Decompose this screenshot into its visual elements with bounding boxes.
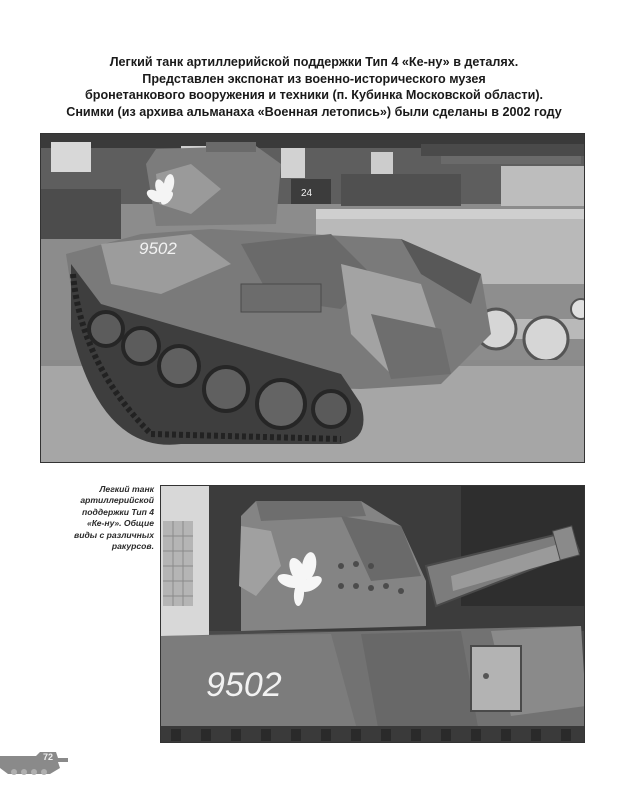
background-vehicle-number: 24 <box>301 188 313 199</box>
page-title <box>24 54 604 120</box>
page-number: 72 <box>43 752 54 762</box>
title-line-1: Легкий танк артиллерийской поддержки Тип 4 «Ке-ну» в деталях. <box>109 55 519 69</box>
tank-turret-closeup-photo <box>160 485 585 743</box>
caption-line-6: ракурсов. <box>111 541 154 552</box>
title-line-4: Снимки (из архива альманаха «Военная летопись») были сделаны в 2002 году <box>66 104 562 119</box>
title-line-3: бронетанкового вооружения и техники (п. Кубинка Московской области). <box>84 88 544 102</box>
tank-turret-closeup-illustration <box>161 486 585 743</box>
caption-line-4: «Ке-ну». Общие <box>87 518 154 529</box>
tank-side-view-photo <box>40 133 585 463</box>
bottom-photo-hull-number: 9502 <box>206 666 282 704</box>
photo-caption <box>42 484 154 552</box>
title-line-2: Представлен экспонат из военно-исторического музея <box>142 71 486 86</box>
caption-line-3: поддержки Тип 4 <box>82 506 154 517</box>
caption-line-5: виды с различных <box>74 529 154 540</box>
top-photo-hull-number: 9502 <box>139 239 177 258</box>
tank-side-view-illustration <box>41 134 585 463</box>
tank-silhouette-icon <box>0 748 70 780</box>
caption-line-1: Легкий танк <box>99 484 154 494</box>
caption-line-2: артиллерийской <box>80 495 154 506</box>
